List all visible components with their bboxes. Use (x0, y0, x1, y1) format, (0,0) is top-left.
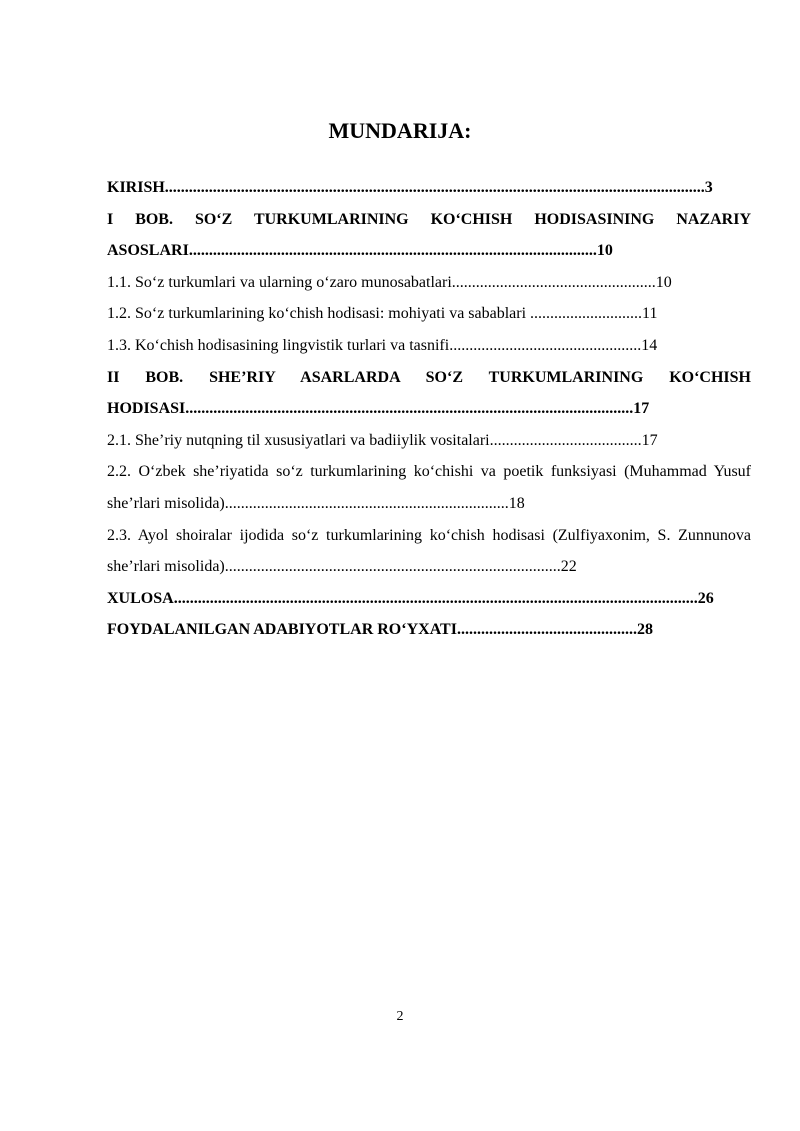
toc-entry-page: 11 (642, 305, 658, 323)
toc-entry-label: XULOSA (107, 589, 174, 607)
toc-entry-xulosa[interactable]: XULOSA...................................................................................................................................26 (107, 589, 714, 607)
toc-entry-section-2-3[interactable]: 2.3. Ayol shoiralar ijodida so‘z turkumlarining ko‘chish hodisasi (Zulfiyaxonim, S. Zunnunova she’rlari misolida)....................................................................................22 (107, 526, 751, 576)
toc-entry-label: II BOB. SHE’RIY ASARLARDA SO‘Z TURKUMLARINING KO‘CHISH HODISASI (107, 368, 751, 418)
toc-entry-section-1-2[interactable]: 1.2. So‘z turkumlarining ko‘chish hodisasi: mohiyati va sabablari ............................11 (107, 305, 658, 323)
toc-entry-references[interactable]: FOYDALANILGAN ADABIYOTLAR RO‘YXATI.............................................28 (107, 621, 653, 639)
toc-entry-label: 2.2. O‘zbek she’riyatida so‘z turkumlarining ko‘chishi va poetik funksiyasi (Muhammad Yusuf she’rlari misolida) (107, 463, 751, 512)
toc-entry-page: 3 (704, 179, 713, 196)
toc-entry-section-1-3[interactable]: 1.3. Ko‘chish hodisasining lingvistik turlari va tasnifi................................................14 (107, 336, 658, 354)
toc-entry-page: 28 (636, 621, 653, 639)
toc-entry-page: 10 (655, 273, 672, 291)
toc-entry-section-2-2[interactable]: 2.2. O‘zbek she’riyatida so‘z turkumlarining ko‘chishi va poetik funksiyasi (Muhammad Yusuf she’rlari misolida).......................................................................18 (107, 463, 751, 512)
toc-entry-page: 22 (560, 558, 577, 576)
toc-entry-page: 18 (508, 494, 525, 512)
toc-entry-label: 1.1. So‘z turkumlari va ularning o‘zaro munosabatlari (107, 273, 452, 291)
toc-entry-chapter-1[interactable]: I BOB. SO‘Z TURKUMLARINING KO‘CHISH HODISASINING NAZARIY ASOSLARI......................................................................................................10 (107, 210, 751, 260)
toc-entry-section-2-1[interactable]: 2.1. She’riy nutqning til xususiyatlari va badiiylik vositalari......................................17 (107, 431, 658, 449)
toc-entry-label: 2.1. She’riy nutqning til xususiyatlari va badiiylik vositalari (107, 431, 490, 449)
toc-entry-page: 17 (641, 431, 658, 449)
toc-entry-chapter-2[interactable]: II BOB. SHE’RIY ASARLARDA SO‘Z TURKUMLARINING KO‘CHISH HODISASI................................................................................................................17 (107, 368, 751, 418)
toc-entry-label: I BOB. SO‘Z TURKUMLARINING KO‘CHISH HODISASINING NAZARIY ASOSLARI (107, 210, 751, 260)
table-of-contents (107, 172, 751, 646)
toc-entry-page: 17 (633, 400, 650, 418)
toc-entry-page: 10 (596, 242, 613, 260)
toc-entry-label: 1.2. So‘z turkumlarining ko‘chish hodisasi: mohiyati va sabablari (107, 305, 527, 323)
toc-entry-page: 26 (697, 589, 714, 607)
toc-entry-label: 2.3. Ayol shoiralar ijodida so‘z turkumlarining ko‘chish hodisasi (Zulfiyaxonim, S. Zunnunova she’rlari misolida) (107, 526, 751, 576)
toc-entry-section-1-1[interactable]: 1.1. So‘z turkumlari va ularning o‘zaro munosabatlari...................................................10 (107, 273, 672, 291)
toc-entry-label: KIRISH (107, 179, 165, 196)
toc-entry-page: 14 (641, 336, 658, 354)
toc-entry-kirish[interactable]: KIRISH.......................................................................................................................................3 (107, 179, 713, 196)
toc-entry-label: 1.3. Ko‘chish hodisasining lingvistik turlari va tasnifi (107, 336, 450, 354)
page-title: MUNDARIJA: (328, 118, 472, 143)
page-number: 2 (396, 1009, 404, 1024)
toc-entry-label: FOYDALANILGAN ADABIYOTLAR RO‘YXATI (107, 621, 457, 639)
